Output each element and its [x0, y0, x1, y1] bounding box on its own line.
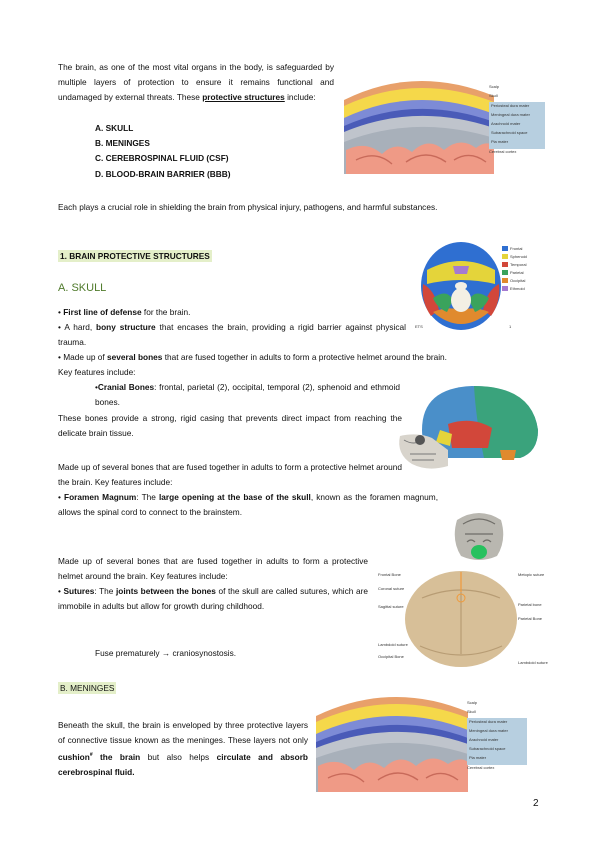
- brain-layers-illustration: [336, 70, 496, 174]
- layer-label: Skull: [489, 93, 498, 98]
- lateral-skull-illustration: [392, 380, 542, 472]
- figure-corner-right: 1: [509, 324, 512, 329]
- page-number: 2: [533, 798, 539, 809]
- meninges-heading: B. MENINGES: [60, 683, 115, 693]
- list-item: B. MENINGES: [95, 138, 150, 149]
- figure-corner-left: ETS: [415, 324, 423, 329]
- layer-label: Pia mater: [469, 755, 487, 760]
- list-item: C. CEREBROSPINAL FLUID (CSF): [95, 153, 229, 164]
- legend-swatch: [502, 278, 508, 283]
- meninges-layers-figure: [312, 686, 532, 792]
- suture-label: Metopic suture: [518, 572, 545, 577]
- layer-label: Scalp: [489, 84, 500, 89]
- craniosynostosis-note: Fuse prematurely → craniosynostosis.: [95, 648, 237, 658]
- legend-item: Ethmoid: [502, 284, 527, 292]
- protective-structures-list: [95, 121, 231, 182]
- skull-base-figure: [413, 240, 553, 332]
- meninges-layers-illustration: [312, 686, 472, 792]
- lateral-skull-figure: [392, 380, 542, 472]
- intro-paragraph: [58, 60, 334, 105]
- meninges-paragraph: Beneath the skull, the brain is enveloped by three protective layers of connective tissue known as the meninges. These layers not only cushion# the brain but also helps circulate and absorb cerebrospinal fluid.: [58, 720, 309, 777]
- sutures-illustration: [402, 568, 520, 670]
- layer-label: Periosteal dura mater: [469, 719, 508, 724]
- skull-heading: A. SKULL: [58, 282, 107, 294]
- skull-base-illustration: [413, 240, 511, 332]
- suture-label: Parietal bone: [518, 602, 542, 607]
- legend-item: Occipital: [502, 276, 527, 284]
- suture-label: Lambdoid suture: [518, 660, 548, 665]
- layer-label: Pia mater: [491, 139, 509, 144]
- legend-swatch: [502, 286, 508, 291]
- cranial-bones-item: •Cranial Bones: frontal, parietal (2), occipital, temporal (2), sphenoid and ethmoid bones.: [95, 382, 400, 407]
- layer-label: Meningeal dura mater: [469, 728, 508, 733]
- layer-label: Meningeal dura mater: [491, 112, 530, 117]
- layer-label: Subarachnoid space: [469, 746, 506, 751]
- legend-swatch: [502, 270, 508, 275]
- brain-layers-figure: [336, 70, 551, 174]
- section-title: 1. BRAIN PROTECTIVE STRUCTURES: [60, 251, 210, 261]
- legend-item: Sphenoid: [502, 252, 527, 260]
- foramen-magnum-item: • Foramen Magnum: The large opening at the base of the skull, known as the foramen magnum, allows the spinal cord to connect to the brainstem.: [58, 492, 438, 517]
- protective-structures-term: protective structures: [202, 92, 285, 102]
- intro-text-end: include:: [284, 92, 316, 102]
- layer-label: Subarachnoid space: [491, 130, 528, 135]
- skull-bullet-1: • First line of defense for the brain.: [58, 307, 191, 317]
- legend-item: Parietal: [502, 268, 527, 276]
- suture-label: Lambdoid suture: [378, 642, 408, 647]
- foramen-magnum-illustration: [451, 510, 507, 562]
- suture-label: Sagittal suture: [378, 604, 404, 609]
- legend-swatch: [502, 246, 508, 251]
- suture-label: Coronal suture: [378, 586, 405, 591]
- foramen-magnum-figure: [451, 510, 507, 562]
- legend-swatch: [502, 254, 508, 259]
- list-item: A. SKULL: [95, 123, 134, 133]
- skull-bullet-3: • Made up of several bones that are fused together in adults to form a protective helmet around the brain. Key features include:: [58, 352, 447, 377]
- intro-closing: Each plays a crucial role in shielding the brain from physical injury, pathogens, and harmful substances.: [58, 202, 438, 212]
- intro-text: The brain, as one of the most vital organs in the body, is safeguarded by multiple layers of protection to ensure it remains functional and undamaged by external threats. These: [58, 62, 334, 102]
- layer-label: Cerebral cortex: [489, 149, 517, 154]
- sutures-figure: [378, 568, 548, 670]
- suture-label: Frontal Bone: [378, 572, 401, 577]
- suture-label: Parietal Bone: [518, 616, 543, 621]
- legend-item: Frontal: [502, 244, 527, 252]
- layer-label: Arachnoid mater: [469, 737, 499, 742]
- layer-label: Skull: [467, 709, 476, 714]
- layer-label: Scalp: [467, 700, 478, 705]
- list-item: D. BLOOD-BRAIN BARRIER (BBB): [95, 168, 231, 179]
- casing-paragraph: These bones provide a strong, rigid casing that prevents direct impact from reaching the delicate brain tissue.: [58, 413, 402, 438]
- skull-bullet-2: • A hard, bony structure that encases the brain, providing a rigid barrier against physical trauma.: [58, 322, 406, 347]
- legend-swatch: [502, 262, 508, 267]
- skull-legend: [502, 244, 527, 292]
- layer-label: Cerebral cortex: [467, 765, 495, 770]
- repeat-paragraph-1: Made up of several bones that are fused together in adults to form a protective helmet around the brain. Key features include:: [58, 462, 402, 487]
- layer-label: Arachnoid mater: [491, 121, 521, 126]
- suture-label: Occipital Bone: [378, 654, 404, 659]
- legend-item: Temporal: [502, 260, 527, 268]
- layer-label: Periosteal dura mater: [491, 103, 530, 108]
- sutures-item: • Sutures: The joints between the bones of the skull are called sutures, which are immobile in adults but allow for growth during childhood.: [58, 586, 368, 611]
- repeat-paragraph-2: Made up of several bones that are fused together in adults to form a protective helmet around the brain. Key features include:: [58, 556, 368, 581]
